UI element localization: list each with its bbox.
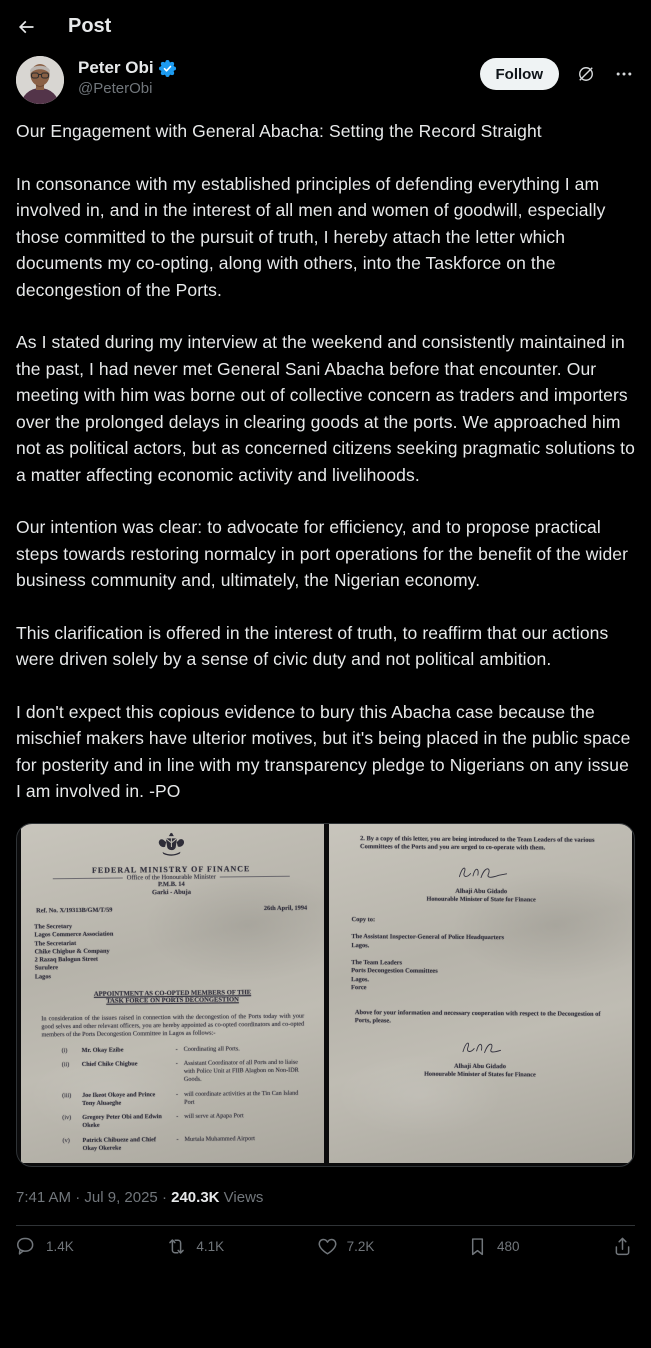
post-article (0, 56, 651, 1257)
repost-icon (166, 1236, 187, 1257)
grok-actions-button[interactable] (575, 63, 597, 85)
signer2-title: Honourable Minister of States for Finance (424, 1070, 536, 1079)
post-header-actions (480, 56, 636, 90)
signer-title: Honourable Minister of State for Finance (426, 894, 536, 903)
letterhead-pmb: P.M.B. 14 (157, 880, 185, 888)
copy-to-block: Copy to: The Assistant Inspector-General of Police Headquarters Lagos. The Team Leaders Ports Decongestion Committees Lagos. Force (351, 915, 505, 991)
repost-button[interactable] (166, 1236, 224, 1257)
post-paragraph: I don't expect this copious evidence to bury this Abacha case because the mischief makers have ulterior motives, but it's being placed in the public space for posterity and in line with my transparency pledge to Nigerians on any issue I am involved in. -PO (16, 701, 631, 801)
letter-ref-row (34, 904, 309, 914)
views-count: 240.3K (171, 1188, 220, 1206)
nigeria-coat-of-arms-icon (33, 830, 308, 865)
page-header (0, 0, 651, 53)
attached-image[interactable] (16, 823, 635, 1167)
engagement-bar (16, 1236, 635, 1257)
signature-block-2 (342, 1035, 617, 1079)
bookmark-button[interactable] (467, 1236, 520, 1257)
letter-page-1 (21, 824, 324, 1163)
letter-address-block: The Secretary Lagos Commerce Association The Secretariat Chike Chigbue & Company 2 Razaq Balogun Street Surulere Lagos (34, 922, 114, 980)
author-identity[interactable] (78, 56, 480, 97)
post-paragraph: In consonance with my established principles of defending everything I am involved in, and in the interest of all men and women of goodwill, especially those committed to the pursuit of truth, I hereby attach the letter which documents my co-opting, along with others, into the Taskforce on the decongestion of the Ports. (16, 173, 606, 300)
signer2-name: Alhaji Abu Gidado (454, 1062, 506, 1071)
dot-separator: · (161, 1188, 172, 1206)
divider (16, 1225, 635, 1226)
letter-page-2 (329, 824, 632, 1163)
like-count: 7.2K (346, 1238, 375, 1254)
views-label: Views (223, 1188, 264, 1206)
appointment-item: (ii) Chief Chike Chigbue - Assistant Coordinator of all Ports and to liaise with Police Unit at FIIB Alagbon on Non-IDR Goods. (61, 1058, 299, 1083)
letterhead-ministry: FEDERAL MINISTRY OF FINANCE (91, 863, 251, 875)
follow-button[interactable]: Follow (480, 58, 560, 90)
reply-button[interactable] (16, 1236, 74, 1257)
back-button[interactable] (8, 9, 44, 45)
letter-subject: APPOINTMENT AS CO-OPTED MEMBERS OF THE TASK FORCE ON PORTS DECONGESTION (93, 988, 252, 1005)
grok-icon (576, 64, 596, 84)
post-date: Jul 9, 2025 (84, 1188, 158, 1206)
letter-closing: Above for your information and necessary cooperation with respect to the Decongestion of Ports, please. (354, 1008, 601, 1024)
post-body (16, 118, 635, 805)
author-row (16, 56, 635, 104)
letter-date: 26th April, 1994 (263, 904, 308, 912)
like-button[interactable] (317, 1236, 375, 1257)
reply-count: 1.4K (46, 1238, 74, 1254)
author-handle[interactable]: @PeterObi (78, 80, 153, 97)
post-paragraph: Our intention was clear: to advocate for efficiency, and to propose practical steps towards restoring normalcy in port operations for the benefit of the wider business community and, ultimately, the Nigerian economy. (16, 517, 629, 590)
repost-count: 4.1K (196, 1238, 225, 1254)
bookmark-count: 480 (496, 1238, 520, 1254)
verified-badge-icon (158, 59, 177, 78)
letter-body-paragraph: In consideration of the issues raised in connection with the decongestion of the Ports today with your good selves and other relevant officers, you are hereby appointed as co-opted coordinators and co-opted members of the Ports Decongestion Committee in Lagos as follows:- (41, 1012, 305, 1039)
back-arrow-icon (16, 17, 36, 37)
more-horizontal-icon (614, 64, 634, 84)
page-title: Post (68, 15, 112, 37)
appointment-item: (iv) Gregory Peter Obi and Edwin Okeke - will serve at Apapa Port (62, 1112, 244, 1129)
avatar[interactable] (16, 56, 64, 104)
share-icon (612, 1236, 633, 1257)
author-name[interactable]: Peter Obi (78, 58, 154, 77)
post-time: 7:41 AM (16, 1188, 72, 1206)
appointment-item: (i) Mr. Okay Ezibe - Coordinating all Ports. (61, 1044, 240, 1054)
post-paragraph: Our Engagement with General Abacha: Setting the Record Straight (16, 121, 542, 141)
letterhead-city: Garki - Abuja (151, 888, 191, 896)
signature-icon (448, 1036, 512, 1058)
dot-separator: · (75, 1188, 85, 1206)
reply-icon (16, 1236, 37, 1257)
letter-ref-no: Ref. No. X/19313B/GM/T/59 (36, 906, 113, 914)
appointment-item: (v) Patrick Chibueze and Chief Okay Okereke - Murtala Muhammed Airport (62, 1134, 256, 1152)
avatar-image (16, 56, 64, 104)
appointment-item: (iii) Joe Ikeot Okoye and Prince Tony Aluaeghe - will coordinate activities at the Tin Can Island Port (62, 1089, 299, 1107)
share-button[interactable] (612, 1236, 633, 1257)
post-paragraph: As I stated during my interview at the weekend and consistently maintained in the past, I had never met General Sani Abacha before that encounter. Our meeting with him was borne out of collective concern as traders and importers over the prolonged delays in clearing goods at the ports. We approached him not as political actors, but as concerned citizens seeking pragmatic solutions to a matter affecting economic activity and livelihoods. (16, 332, 635, 485)
heart-icon (317, 1236, 338, 1257)
signature-block (344, 859, 619, 903)
more-options-button[interactable] (613, 63, 635, 85)
letterhead-office: Office of the Honourable Minister (34, 872, 309, 882)
letter-page2-paragraph: 2. By a copy of this letter, you are being introduced to the Team Leaders of the various Committees of the Ports and you are urged to co-operate with them. (359, 834, 595, 852)
post-meta[interactable] (16, 1189, 635, 1206)
bookmark-icon (467, 1236, 488, 1257)
post-paragraph: This clarification is offered in the interest of truth, to reaffirm that our actions were driven solely by a sense of civic duty and not political ambition. (16, 622, 609, 669)
signature-icon (449, 860, 513, 882)
signer-name: Alhaji Abu Gidado (455, 887, 508, 895)
